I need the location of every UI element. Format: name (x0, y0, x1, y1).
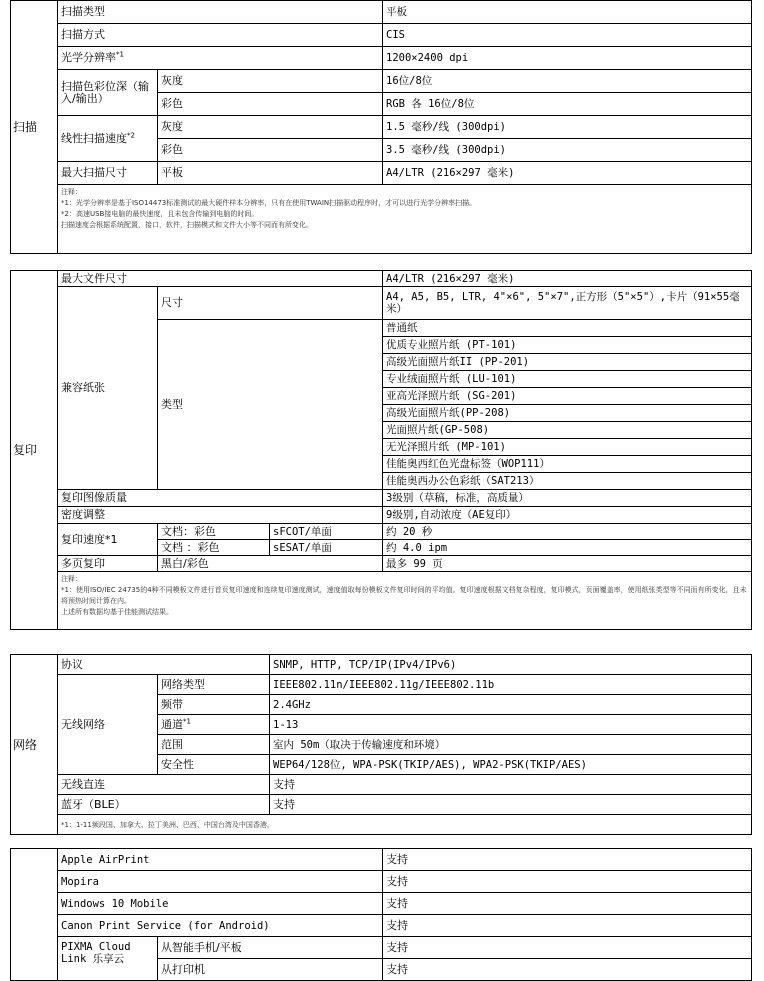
row-label: 最大文件尺寸 (58, 271, 383, 287)
row-value: 最多 99 页 (383, 556, 752, 572)
row-label: 兼容纸张 (58, 287, 158, 490)
paper-type: 专业绒面照片纸 (LU-101) (383, 371, 752, 388)
row-label: 无线直连 (58, 775, 270, 795)
section-label-scan: 扫描 (11, 1, 58, 254)
row-value: 室内 50m（取决于传输速度和环境） (270, 735, 752, 755)
row-value: 16位/8位 (383, 70, 752, 93)
scan-spec-table (10, 0, 752, 254)
section-label-network: 网络 (11, 655, 58, 835)
row-value: 支持 (383, 871, 752, 893)
note-line: *1：使用ISO/IEC 24735的4种不同模板文件进行首页复印速度和连续复印速度测试，速度值取每份模板文件复印时间的平均值。复印速度根据文档复杂程度，复印模式，页面覆盖率，使用纸张类型等不同而有所变化，且未将预热时间计算在内。 (61, 586, 747, 605)
row-label: 密度调整 (58, 507, 383, 524)
row-value: 约 4.0 ipm (383, 540, 752, 556)
paper-type: 光面照片纸(GP-508) (383, 422, 752, 439)
row-value: A4/LTR (216×297 毫米) (383, 162, 752, 185)
network-spec-table (10, 654, 752, 835)
section-label-mobile (11, 849, 58, 981)
row-label: 无线网络 (58, 675, 158, 775)
paper-type: 高级光面照片纸II (PP-201) (383, 354, 752, 371)
mobile-spec-table (10, 848, 752, 981)
paper-type: 无光泽照片纸 (MP-101) (383, 439, 752, 456)
note-line: *2：高速USB接电脑的最快速度，且未包含传输到电脑的时间。 (61, 210, 259, 218)
row-value: 2.4GHz (270, 695, 752, 715)
note-line: 扫描速度会根据系统配置，接口，软件，扫描模式和文件大小等不同而有所变化。 (61, 221, 313, 229)
sub-label: 彩色 (158, 93, 383, 116)
row-value: 支持 (383, 915, 752, 937)
row-value: 约 20 秒 (383, 524, 752, 540)
row-value: SNMP, HTTP, TCP/IP(IPv4/IPv6) (270, 655, 752, 675)
row-value: IEEE802.11n/IEEE802.11g/IEEE802.11b (270, 675, 752, 695)
note-line: *1：1-11频段国、加拿大、拉丁美洲、巴西、中国台湾及中国香港。 (61, 821, 274, 829)
sub-label: 黑白/彩色 (158, 556, 383, 572)
note-line: 注释： (61, 188, 82, 196)
sub-label: 网络类型 (158, 675, 270, 695)
paper-type: 佳能奥西红色光盘标签（WOP111） (383, 456, 752, 473)
sub-label: 从打印机 (158, 959, 383, 981)
sub-label: 范围 (158, 735, 270, 755)
row-label: 蓝牙（BLE） (58, 795, 270, 815)
row-value: 1-13 (270, 715, 752, 735)
paper-type: 优质专业照片纸 (PT-101) (383, 337, 752, 354)
paper-type: 佳能奥西办公色彩纸（SAT213） (383, 473, 752, 490)
row-value: 3级别（草稿，标准，高质量） (383, 490, 752, 507)
note-line: *1：光学分辨率是基于ISO14473标准测试的最大硬件样本分辨率，只有在使用TWAIN扫描驱动程序时，才可以进行光学分辨率扫描。 (61, 199, 477, 207)
row-value: 支持 (383, 893, 752, 915)
sub-label: 类型 (158, 320, 383, 490)
paper-type: 普通纸 (383, 320, 752, 337)
row-value: CIS (383, 24, 752, 47)
row-label: Canon Print Service (for Android) (58, 915, 383, 937)
sub-label: 从智能手机/平板 (158, 937, 383, 959)
sub-label: 平板 (158, 162, 383, 185)
sub-label: sESAT/单面 (270, 540, 383, 556)
sub-label: 通道$^{*1}$ (158, 715, 270, 735)
row-label: Mopira (58, 871, 383, 893)
row-value: 支持 (383, 959, 752, 981)
row-value: 9级别,自动浓度（AE复印） (383, 507, 752, 524)
row-value: 支持 (270, 775, 752, 795)
sub-label: sFCOT/单面 (270, 524, 383, 540)
row-label: 复印速度*1 (58, 524, 158, 556)
row-label: 复印图像质量 (58, 490, 383, 507)
sub-label: 灰度 (158, 116, 383, 139)
row-label: 线性扫描速度$^{*2}$ (58, 116, 158, 162)
row-value: 支持 (383, 937, 752, 959)
row-value: A4/LTR (216×297 毫米) (383, 271, 752, 287)
sub-label: 彩色 (158, 139, 383, 162)
section-label-copy: 复印 (11, 271, 58, 630)
row-value: 平板 (383, 1, 752, 24)
note-line: 上述所有数据均基于佳能测试结果。 (61, 608, 173, 616)
row-label: 扫描类型 (58, 1, 383, 24)
row-value: 支持 (270, 795, 752, 815)
row-label: 最大扫描尺寸 (58, 162, 158, 185)
row-value: 3.5 毫秒/线 (300dpi) (383, 139, 752, 162)
row-label: Apple AirPrint (58, 849, 383, 871)
row-label: 多页复印 (58, 556, 158, 572)
network-notes (58, 815, 752, 835)
copy-notes (58, 572, 752, 630)
sub-label: 文档：彩色 (158, 524, 270, 540)
scan-notes (58, 185, 752, 254)
row-value: WEP64/128位, WPA-PSK(TKIP/AES), WPA2-PSK(TKIP/AES) (270, 755, 752, 775)
sub-label: 频带 (158, 695, 270, 715)
paper-type: 亚高光泽照片纸 (SG-201) (383, 388, 752, 405)
row-value: A4, A5, B5, LTR, 4"×6", 5"×7",正方形（5"×5"）,卡片（91×55毫米） (383, 287, 752, 320)
row-value: 支持 (383, 849, 752, 871)
copy-spec-table (10, 270, 752, 630)
sub-label: 文档 ：彩色 (158, 540, 270, 556)
sub-label: 灰度 (158, 70, 383, 93)
row-label: 扫描色彩位深（输入/输出） (58, 70, 158, 116)
row-value: 1.5 毫秒/线 (300dpi) (383, 116, 752, 139)
row-label: 光学分辨率$^{*1}$ (58, 47, 383, 70)
note-line: 注释： (61, 575, 82, 583)
sub-label: 尺寸 (158, 287, 383, 320)
paper-type: 高级光面照片纸(PP-208) (383, 405, 752, 422)
row-value: RGB 各 16位/8位 (383, 93, 752, 116)
row-label: PIXMA Cloud Link 乐享云 (58, 937, 158, 981)
row-label: Windows 10 Mobile (58, 893, 383, 915)
row-label: 扫描方式 (58, 24, 383, 47)
row-label: 协议 (58, 655, 270, 675)
row-value: 1200×2400 dpi (383, 47, 752, 70)
sub-label: 安全性 (158, 755, 270, 775)
